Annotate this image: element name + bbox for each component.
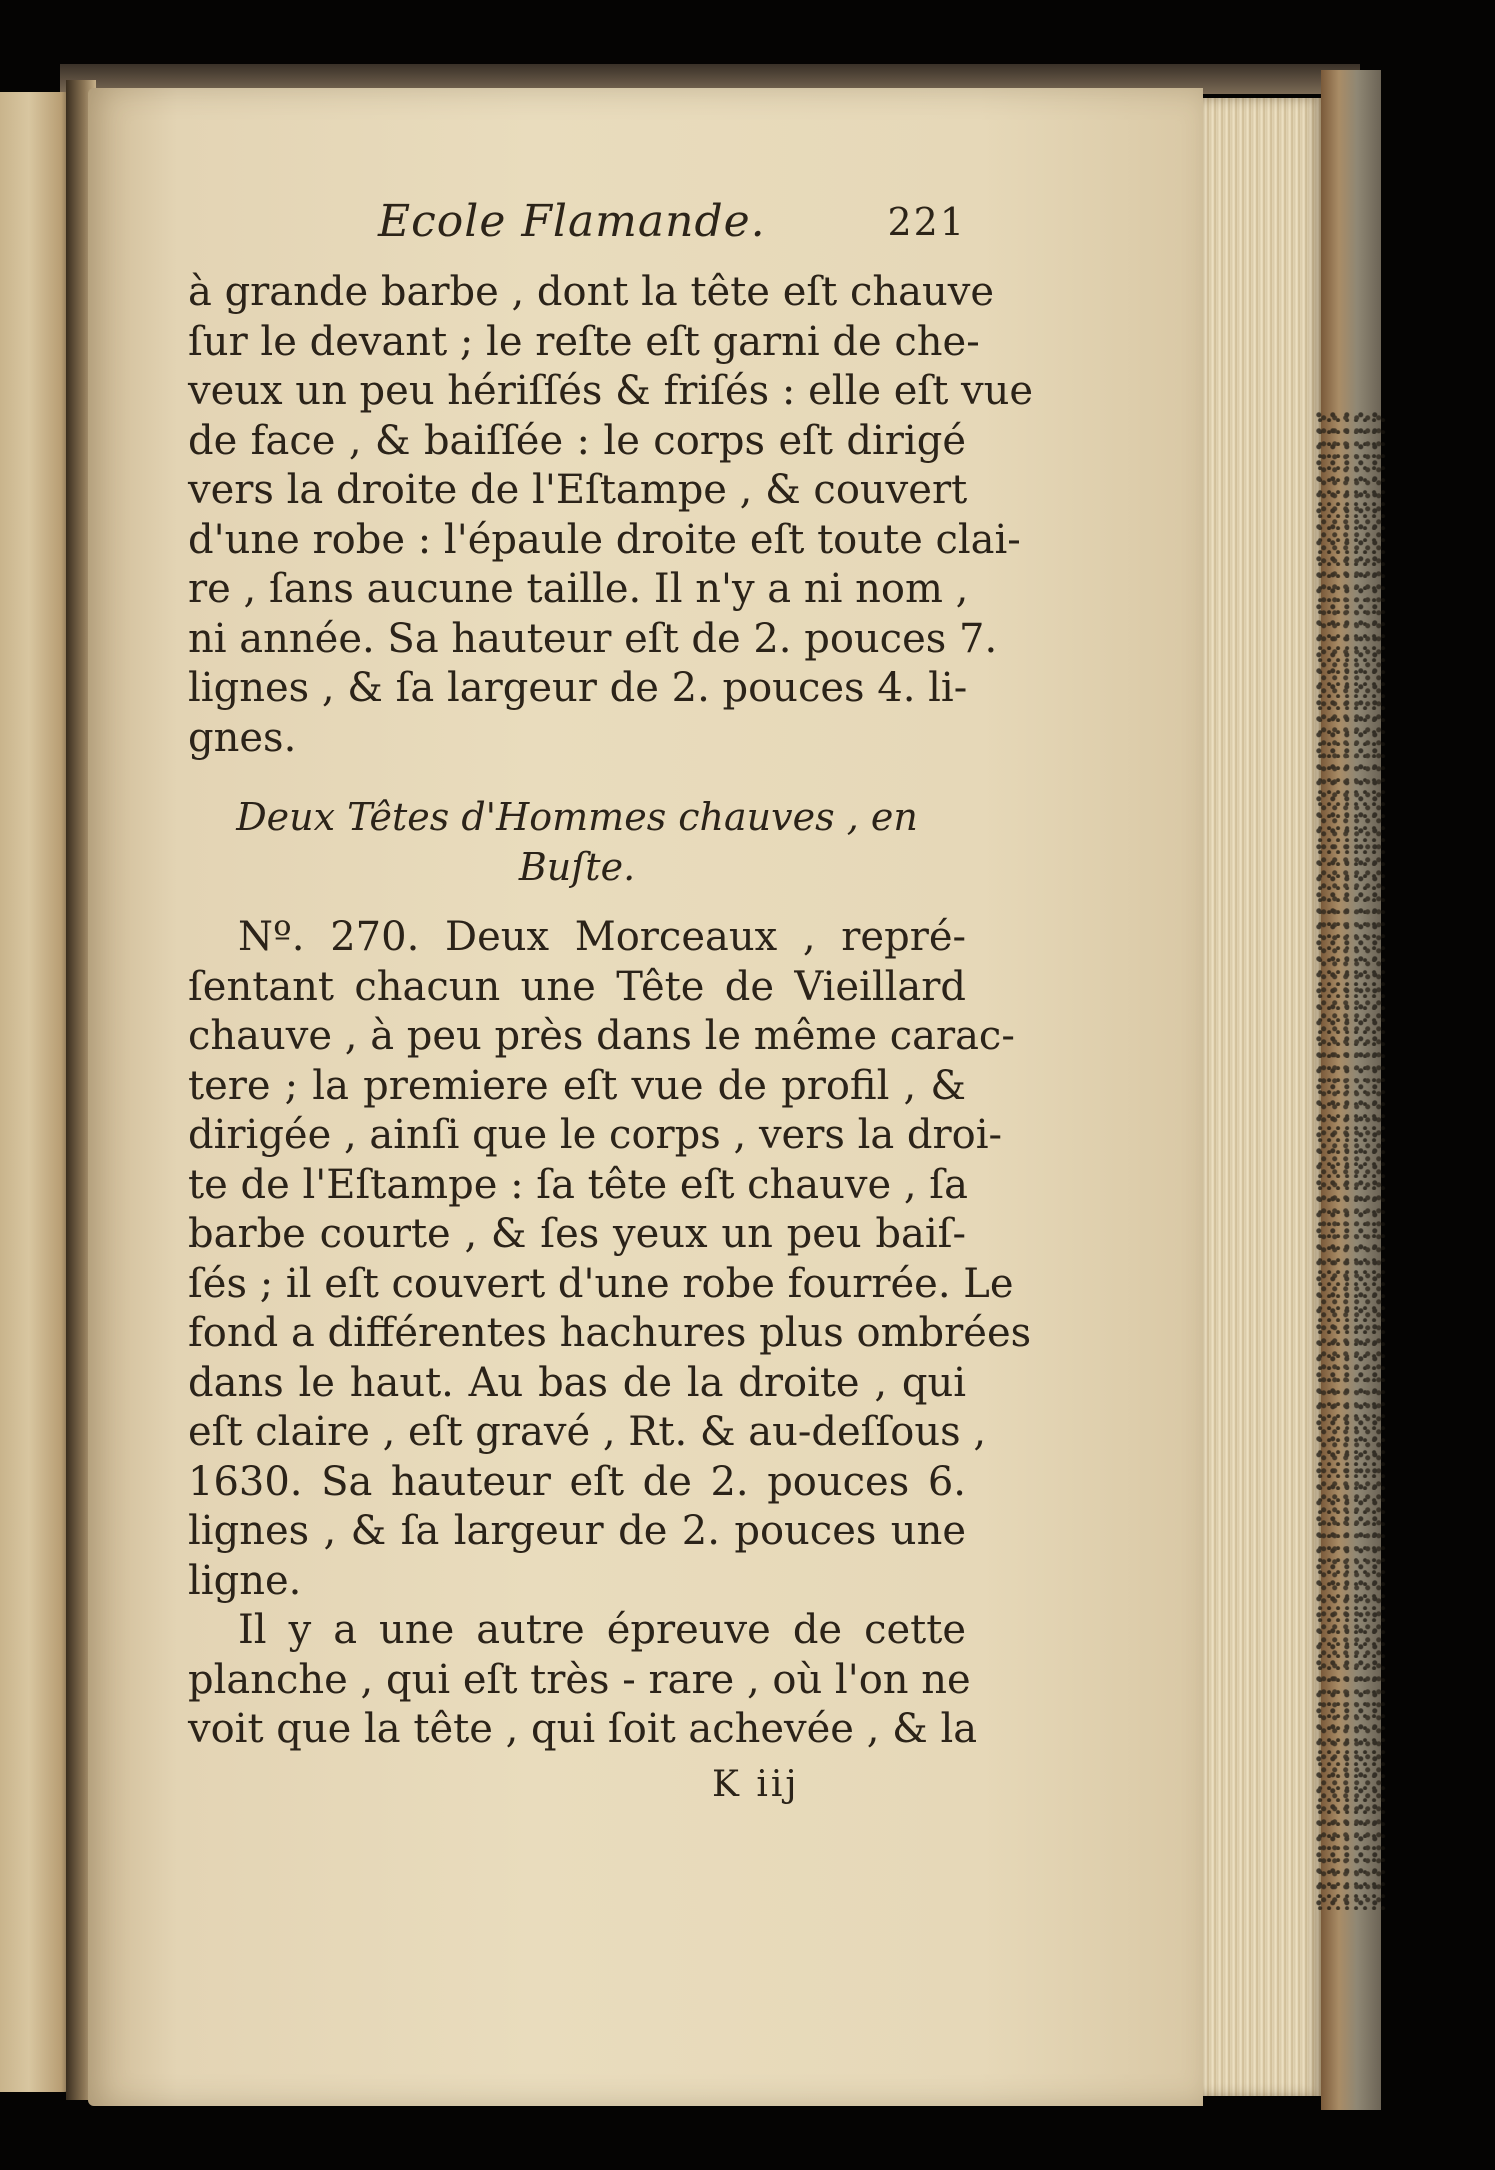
page-header xyxy=(188,196,966,256)
entry-line: barbe courte , & ſes yeux un peu baiſ- xyxy=(188,1211,966,1257)
entry-line: ſentant chacun une Tête de Vieillard xyxy=(188,963,966,1010)
text-line: vers la droite de l'Eſtampe , & couvert xyxy=(188,467,968,513)
section-heading xyxy=(188,792,966,892)
signature-mark: K iij xyxy=(712,1764,800,1805)
entry-line: tere ; la premiere eſt vue de profil , & xyxy=(188,1062,966,1109)
cover-speckle xyxy=(1316,410,1386,1910)
entry-line: ligne. xyxy=(188,1557,302,1604)
text-line: gnes. xyxy=(188,714,297,761)
text-line: ni année. Sa hauteur eſt de 2. pouces 7. xyxy=(188,615,998,662)
running-head: Ecole Flamande. xyxy=(378,196,766,247)
section-heading-line: Buſte. xyxy=(518,845,636,889)
section-heading-line: Deux Têtes d'Hommes chauves , en xyxy=(236,795,918,839)
entry-line: dans le haut. Au bas de la droite , qui xyxy=(188,1359,966,1406)
text-line: re , ſans aucune taille. Il n'y a ni nom , xyxy=(188,566,969,612)
page-number: 221 xyxy=(887,200,966,244)
entry-line: 1630. Sa hauteur eſt de 2. pouces 6. xyxy=(188,1458,966,1505)
entry-line: Il y a une autre épreuve de cette xyxy=(238,1607,966,1653)
entry-line: Nº. 270. Deux Morceaux , repré- xyxy=(238,914,966,960)
text-line: ſur le devant ; le reſte eſt garni de che- xyxy=(188,318,980,365)
entry-line: planche , qui eſt très - rare , où l'on ne xyxy=(188,1656,971,1703)
text-line: d'une robe : l'épaule droite eſt toute clai- xyxy=(188,516,1021,563)
entry-line: te de l'Eſtampe : ſa tête eſt chauve , ſa xyxy=(188,1161,968,1208)
entry-line: chauve , à peu près dans le même carac- xyxy=(188,1013,1015,1059)
text-line: veux un peu hériſſés & friſés : elle eſt vue xyxy=(188,368,1034,414)
text-line: à grande barbe , dont la tête eſt chauve xyxy=(188,269,994,315)
entry-line: fond a différentes hachures plus ombrées xyxy=(188,1310,1032,1356)
entry-line: ſés ; il eſt couvert d'une robe fourrée. Le xyxy=(188,1260,1014,1307)
page-block-edges xyxy=(1203,98,1321,2096)
entry-line: lignes , & ſa largeur de 2. pouces une xyxy=(188,1508,966,1554)
body-paragraph xyxy=(188,268,1034,763)
text-line: de face , & baiſſée : le corps eſt dirigé xyxy=(188,417,966,464)
text-line: lignes , & ſa largeur de 2. pouces 4. li- xyxy=(188,665,968,711)
catalogue-entry xyxy=(188,913,1032,1755)
left-page-edge xyxy=(0,92,72,2092)
entry-line: eſt claire , eſt gravé , Rt. & au-deſſous , xyxy=(188,1409,987,1455)
entry-line: dirigée , ainſi que le corps , vers la droi- xyxy=(188,1112,1003,1158)
entry-line: voit que la tête , qui ſoit achevée , & la xyxy=(188,1706,978,1752)
